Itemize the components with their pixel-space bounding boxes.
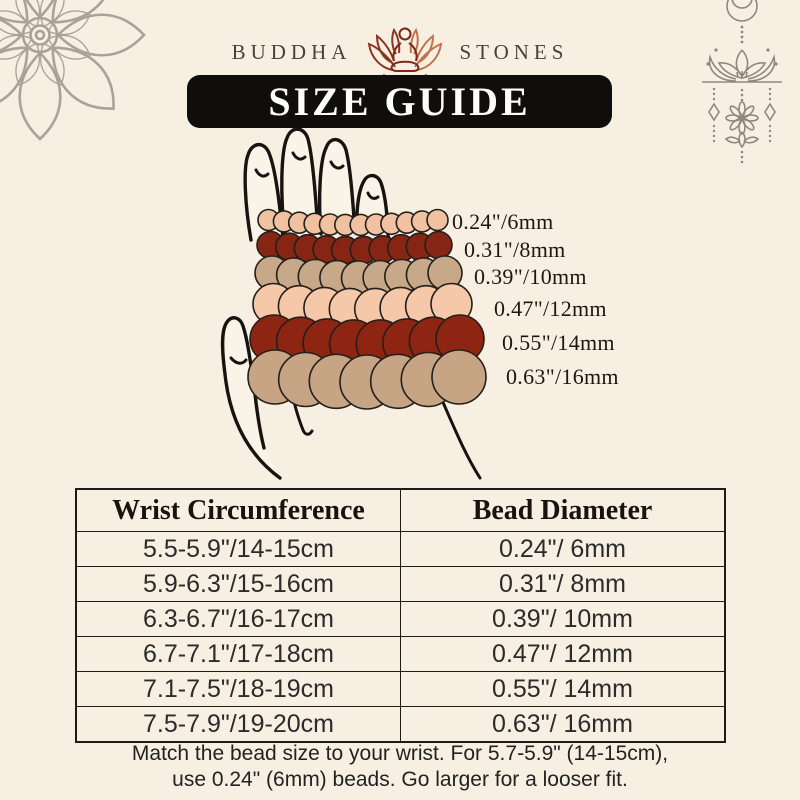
lotus-meditation-icon bbox=[363, 20, 447, 82]
fit-note bbox=[0, 741, 800, 793]
bead bbox=[380, 287, 421, 328]
bead bbox=[253, 284, 294, 325]
table-cell: 0.55"/ 14mm bbox=[401, 672, 726, 707]
bead bbox=[258, 210, 279, 231]
bead bbox=[409, 317, 457, 365]
table-row bbox=[76, 637, 725, 672]
bead bbox=[294, 235, 321, 262]
bead bbox=[385, 260, 419, 294]
brand-word-right: STONES bbox=[459, 39, 569, 64]
bracelet-size-label: 0.63"/16mm bbox=[506, 364, 619, 389]
table-cell: 6.7-7.1"/17-18cm bbox=[76, 637, 401, 672]
bead bbox=[255, 256, 289, 290]
bead bbox=[401, 353, 455, 407]
bracelet-size-label: 0.24"/6mm bbox=[452, 209, 554, 234]
bracelet-size-label: 0.39"/10mm bbox=[474, 264, 587, 289]
bead bbox=[303, 319, 351, 367]
table-row bbox=[76, 567, 725, 602]
bead bbox=[396, 212, 417, 233]
bead bbox=[383, 319, 431, 367]
bead bbox=[309, 354, 363, 408]
bead bbox=[369, 236, 396, 263]
bracelet-size-label: 0.55"/14mm bbox=[502, 330, 615, 355]
bead bbox=[304, 213, 325, 234]
table-row bbox=[76, 707, 725, 743]
table-cell: 6.3-6.7"/16-17cm bbox=[76, 602, 401, 637]
hand-outline bbox=[223, 129, 388, 478]
bead bbox=[273, 211, 294, 232]
bead bbox=[431, 284, 472, 325]
bead bbox=[330, 320, 378, 368]
bracelet-beads bbox=[248, 210, 486, 410]
table-row bbox=[76, 672, 725, 707]
bead bbox=[277, 317, 325, 365]
bead bbox=[342, 261, 376, 295]
table-cell: 7.1-7.5"/18-19cm bbox=[76, 672, 401, 707]
bead bbox=[332, 236, 359, 263]
table-cell: 0.31"/ 8mm bbox=[401, 567, 726, 602]
bead bbox=[425, 232, 452, 259]
table-cell: 0.63"/ 16mm bbox=[401, 707, 726, 743]
hand-lines bbox=[231, 153, 480, 478]
bead bbox=[356, 320, 404, 368]
bead bbox=[335, 214, 356, 235]
table-header-row bbox=[76, 489, 725, 532]
bracelet-size-label: 0.47"/12mm bbox=[494, 296, 607, 321]
col-header-wrist-circumference: Wrist Circumference bbox=[76, 489, 401, 532]
bead bbox=[406, 258, 440, 292]
bead bbox=[329, 288, 370, 329]
size-guide-banner bbox=[187, 75, 612, 128]
brand-logo bbox=[0, 22, 800, 82]
table-cell: 0.47"/ 12mm bbox=[401, 637, 726, 672]
bead bbox=[371, 354, 425, 408]
bead bbox=[320, 261, 354, 295]
size-guide-title: SIZE GUIDE bbox=[268, 79, 531, 124]
bead bbox=[250, 315, 298, 363]
size-table bbox=[75, 488, 726, 743]
bead bbox=[277, 258, 311, 292]
bead bbox=[257, 232, 284, 259]
brand-word-left: BUDDHA bbox=[231, 39, 352, 64]
bead bbox=[340, 355, 394, 409]
bead bbox=[279, 353, 333, 407]
bead bbox=[304, 287, 345, 328]
table-cell: 5.9-6.3"/15-16cm bbox=[76, 567, 401, 602]
bead bbox=[298, 260, 332, 294]
bead bbox=[381, 213, 402, 234]
bead bbox=[320, 214, 341, 235]
fit-note-line2: use 0.24" (6mm) beads. Go larger for a looser fit. bbox=[172, 768, 628, 791]
bead bbox=[355, 288, 396, 329]
bead bbox=[363, 261, 397, 295]
bead bbox=[278, 286, 319, 327]
bead bbox=[428, 256, 462, 290]
bead bbox=[427, 210, 448, 231]
bracelet-size-label: 0.31"/8mm bbox=[464, 237, 566, 262]
bead bbox=[412, 211, 433, 232]
bead bbox=[276, 233, 303, 260]
bead bbox=[388, 235, 415, 262]
bead bbox=[313, 236, 340, 263]
table-cell: 7.5-7.9"/19-20cm bbox=[76, 707, 401, 743]
table-cell: 5.5-5.9"/14-15cm bbox=[76, 532, 401, 567]
table-row bbox=[76, 532, 725, 567]
bead bbox=[436, 315, 484, 363]
bead bbox=[406, 233, 433, 260]
col-header-bead-diameter: Bead Diameter bbox=[401, 489, 726, 532]
bead bbox=[248, 350, 302, 404]
table-cell: 0.24"/ 6mm bbox=[401, 532, 726, 567]
size-table-body bbox=[76, 532, 725, 743]
bead bbox=[432, 350, 486, 404]
fit-note-line1: Match the bead size to your wrist. For 5.7-5.9" (14-15cm), bbox=[131, 742, 669, 765]
table-row bbox=[76, 602, 725, 637]
bead bbox=[366, 214, 387, 235]
bead bbox=[406, 286, 447, 327]
table-cell: 0.39"/ 10mm bbox=[401, 602, 726, 637]
bead bbox=[289, 212, 310, 233]
bead bbox=[350, 236, 377, 263]
bead bbox=[350, 214, 371, 235]
